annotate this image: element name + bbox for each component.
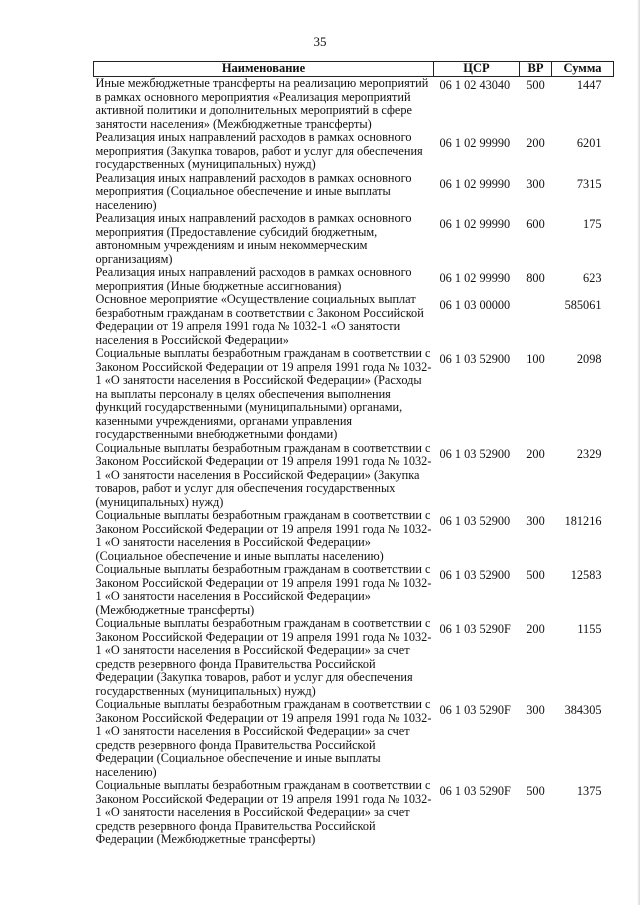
row-sum: 175 [583,217,602,231]
table-row [94,131,614,172]
row-csr: 06 1 03 52900 [439,446,511,461]
table-row [94,563,614,617]
row-sum: 1447 [576,78,602,92]
row-sum: 6201 [576,136,602,150]
row-vr: 200 [526,446,545,461]
row-sum: 2098 [576,352,602,366]
row-sum: 585061 [564,298,602,312]
table-row [94,698,614,779]
row-csr: 06 1 02 43040 [439,78,511,92]
row-vr: 300 [526,176,545,191]
row-csr: 06 1 02 99990 [439,217,511,231]
row-name: Реализация иных направлений расходов в рамках основного мероприятия (Предоставление субсидий бюджетным, автономным учреждениям и иным некоммерческим организациям) [95,211,412,266]
table-row [94,77,614,132]
row-vr: 300 [526,703,545,717]
table-row [94,172,614,213]
row-csr: 06 1 03 52900 [439,352,511,366]
row-sum: 1155 [577,622,602,636]
page-number: 35 [313,34,327,49]
row-sum: 1375 [576,784,602,798]
row-name: Реализация иных направлений расходов в рамках основного мероприятия (Социальное обеспечение и иные выплаты населению) [95,170,412,212]
table-row [94,293,614,347]
row-vr: 200 [526,136,545,150]
row-name: Социальные выплаты безработным гражданам в соответствии с Законом Российской Федерации от 19 апреля 1991 года № 1032-1 «О занятости населения в Российской Федерации» (Закупка товаров, работ и услуг для обеспечения государственных (муниципальных) нужд) [95,440,432,509]
header-csr: ЦСР [434,62,520,77]
row-csr: 06 1 03 5290F [439,703,511,717]
table-row [94,212,614,266]
table-header-row [94,62,614,77]
budget-table [93,61,614,847]
row-sum: 2329 [576,446,602,461]
row-vr: 100 [526,352,545,366]
row-sum: 384305 [564,703,602,717]
row-sum: 12583 [570,568,602,582]
row-name: Социальные выплаты безработным гражданам в соответствии с Законом Российской Федерации от 19 апреля 1991 года № 1032-1 «О занятости населения в Российской Федерации» за счет средств резервного фонда Правительства Российской Федерации (Социальное обеспечение и иные выплаты населению) [95,697,432,779]
row-name: Реализация иных направлений расходов в рамках основного мероприятия (Иные бюджетные ассигнования) [95,265,412,293]
row-vr: 500 [526,784,545,798]
row-name: Социальные выплаты безработным гражданам в соответствии с Законом Российской Федерации от 19 апреля 1991 года № 1032-1 «О занятости населения в Российской Федерации» (Социальное обеспечение и иные выплаты населению) [95,508,432,563]
table-row [94,442,614,510]
row-csr: 06 1 03 5290F [439,784,511,798]
table-row [94,347,614,442]
row-csr: 06 1 03 52900 [439,568,511,582]
row-name: Иные межбюджетные трансферты на реализацию мероприятий в рамках основного мероприятия «Реализация мероприятий активной политики и дополнительных мероприятий в сфере занятости населения» (Межбюджетные трансферты) [95,76,429,131]
row-sum: 7315 [576,176,602,191]
row-name: Социальные выплаты безработным гражданам в соответствии с Законом Российской Федерации от 19 апреля 1991 года № 1032-1 «О занятости населения в Российской Федерации» за счет средств резервного фонда Правительства Российской Федерации (Межбюджетные трансферты) [95,778,432,846]
row-vr: 800 [526,271,545,285]
row-csr: 06 1 03 5290F [439,622,511,636]
row-name: Социальные выплаты безработным гражданам в соответствии с Законом Российской Федерации от 19 апреля 1991 года № 1032-1 «О занятости населения в Российской Федерации» (Расходы на выплаты персоналу в целях обеспечения выполнения функций государственными (муниципальными) органами, казенными учреждениями, органами управления государственными внебюджетными фондами) [95,346,432,441]
row-csr: 06 1 02 99990 [439,136,511,150]
row-vr: 300 [526,514,545,528]
table-row [94,617,614,698]
row-sum: 181216 [564,514,602,528]
row-csr: 06 1 02 99990 [439,271,511,285]
row-vr: 200 [526,622,545,636]
row-vr: 600 [526,217,545,231]
table-row [94,509,614,563]
row-csr: 06 1 03 00000 [439,298,511,312]
header-vr: ВР [520,62,552,77]
header-sum: Сумма [552,62,614,77]
row-vr: 500 [526,568,545,582]
row-name: Реализация иных направлений расходов в рамках основного мероприятия (Закупка товаров, работ и услуг для обеспечения государственных (муниципальных) нужд) [95,130,423,171]
row-csr: 06 1 03 52900 [439,514,511,528]
header-name: Наименование [94,62,434,77]
table-row [94,779,614,847]
table-row [94,266,614,293]
row-csr: 06 1 02 99990 [439,176,511,191]
row-name: Социальные выплаты безработным гражданам в соответствии с Законом Российской Федерации от 19 апреля 1991 года № 1032-1 «О занятости населения в Российской Федерации» (Межбюджетные трансферты) [95,562,432,617]
row-vr: 500 [526,78,545,92]
row-vr [520,293,552,347]
row-name: Основное мероприятие «Осуществление социальных выплат безработным гражданам в соответствии с Законом Российской Федерации от 19 апреля 1991 года № 1032-1 «О занятости населения в Российской Федерации» [95,292,424,347]
row-sum: 623 [583,271,602,285]
row-name: Социальные выплаты безработным гражданам в соответствии с Законом Российской Федерации от 19 апреля 1991 года № 1032-1 «О занятости населения в Российской Федерации» за счет средств резервного фонда Правительства Российской Федерации (Закупка товаров, работ и услуг для обеспечения государственных (муниципальных) нужд) [95,616,432,698]
